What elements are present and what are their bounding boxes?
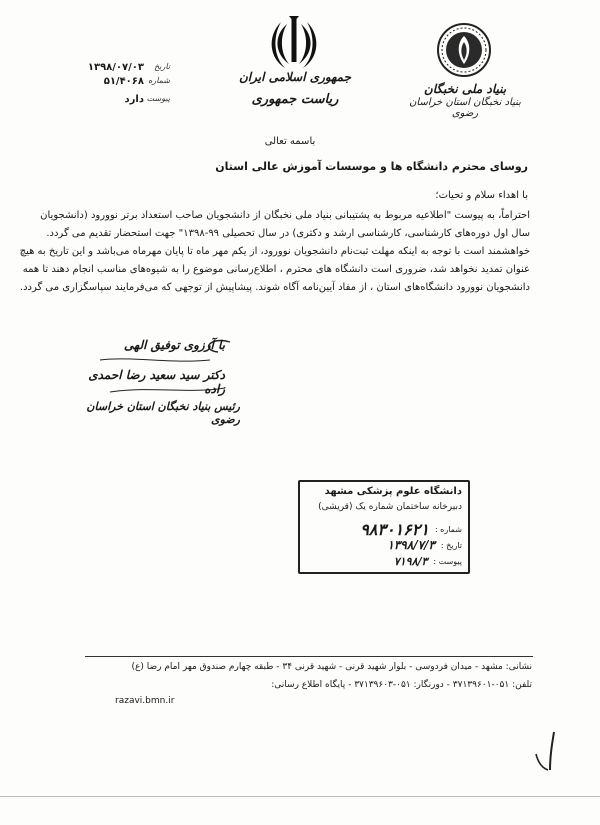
footer-divider [85, 656, 533, 657]
body-line: احتراماً، به پیوست "اطلاعیه مربوط به پشتیبانی بنیاد ملی نخبگان از دانشجویان صاحب استعداد برتر نوورود (دانشجویان [40, 210, 530, 221]
attachment-label: پیوست [146, 94, 170, 103]
page-bottom-edge [0, 796, 600, 797]
letter-number [70, 76, 170, 90]
org-subtitle: بنیاد نخبگان استان خراسان رضوی [409, 97, 521, 119]
attachment-value: دارد [124, 94, 144, 105]
number-label: شماره [148, 76, 170, 85]
stamp-attachment-value: ۷۱۹۸/۳ [393, 554, 428, 568]
stamp-date-value: ۱۳۹۸/۷/۳ [387, 538, 435, 552]
stamp-attachment-row [394, 552, 462, 570]
footer-contact: تلفن: ۰۵۱-۳۷۱۳۹۶۰۱ - دورنگار: ۰۵۱-۳۷۱۳۹۶۰۳ - پایگاه اطلاع رسانی: [271, 680, 532, 690]
body-line: سال اول دوره‌های کارشناسی، کارشناسی ارشد و دکتری) در سال تحصیلی ۹۹-۱۳۹۸" جهت استحضار تقدیم می گردد. [46, 228, 530, 239]
body-line: دانشجویان نوورود دانشگاه‌های استان ، از مفاد آیین‌نامه آگاه شوند. پیشاپیش از توجهی که می‌فرمایند سپاسگزاری می گردد. [19, 282, 530, 293]
page-mark-icon [528, 726, 568, 776]
closing-phrase: با آرزوی توفیق الهی [123, 338, 225, 352]
republic-name: جمهوری اسلامی ایران [238, 70, 352, 84]
letter-date [70, 62, 170, 76]
footer-website: razavi.bmn.ir [115, 696, 175, 706]
signer-title: رئیس بنیاد نخبگان استان خراسان رضوی [86, 400, 240, 426]
stamp-number-label: شماره : [434, 524, 462, 534]
registration-stamp [298, 480, 470, 574]
letter-attachment [70, 94, 170, 108]
body-line: خواهشمند است با توجه به اینکه مهلت ثبت‌نام دانشجویان نوورود، از یکم مهر ماه تا پایان مهرماه می‌باشد و این تاریخ به هیچ [19, 246, 530, 257]
greeting: با اهداء سلام و تحیات؛ [435, 190, 528, 201]
number-value: ۵۱/۴۰۶۸ [103, 76, 144, 87]
invocation: باسمه تعالی [264, 136, 316, 147]
recipient: روسای محترم دانشگاه ها و موسسات آموزش عالی استان [215, 160, 528, 173]
stamp-number-value: ۹۸۳۰۱۶۲۱ [360, 519, 429, 539]
stamp-title: دانشگاه علوم پزشکی مشهد [324, 486, 462, 497]
elites-foundation-logo-icon [436, 22, 492, 78]
stamp-attachment-label: پیوست : [433, 556, 462, 566]
date-label: تاریخ [154, 62, 170, 71]
stamp-address: دبیرخانه ساختمان شماره یک (قریشی) [318, 502, 462, 512]
iran-emblem-icon [265, 14, 323, 72]
date-value: ۱۳۹۸/۰۷/۰۳ [87, 62, 144, 73]
footer-address: نشانی: مشهد - میدان فردوسی - بلوار شهید قرنی - شهید قرنی ۳۴ - طبقه چهارم صندوق مهر امام رضا (ع) [131, 662, 532, 672]
presidency-title: ریاست جمهوری [251, 92, 339, 107]
signer-name: دکتر سید سعید رضا احمدی زاده [88, 368, 225, 396]
body-line: عنوان تمدید نخواهد شد، ضروری است دانشگاه های محترم ، اطلاع‌رسانی موضوع را به شیوه‌های مناسب انجام دهند تا همه [22, 264, 530, 275]
stamp-date-label: تاریخ : [440, 540, 462, 550]
org-name: بنیاد ملی نخبگان [423, 82, 507, 96]
